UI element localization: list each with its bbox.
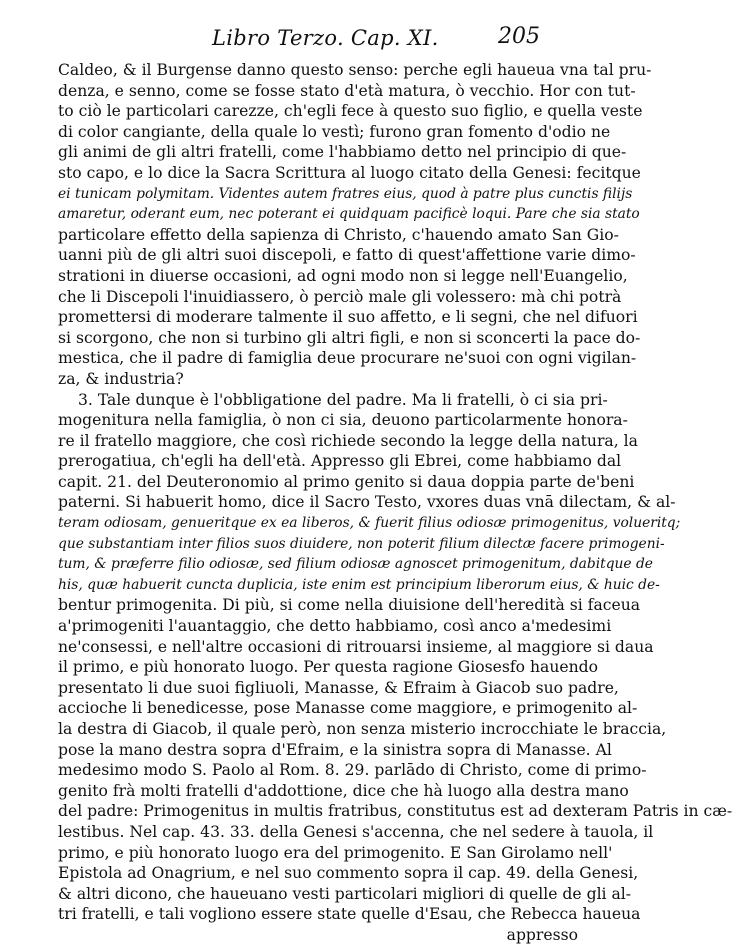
- text-line: teram odiosam, genueritque ex ea liberos, & fuerit filius odiosæ primogenitus, volueritq;: [58, 515, 681, 532]
- text-line: il primo, e più honorato luogo. Per questa ragione Giosesfo hauendo: [58, 658, 599, 677]
- text-line: ei tunicam polymitam. Videntes autem fratres eius, quod à patre plus cunctis filijs: [58, 185, 633, 202]
- text-line: strationi in diuerse occasioni, ad ogni modo non si legge nell'Euangelio,: [58, 266, 628, 285]
- body-text: [58, 60, 732, 946]
- text-line: di color cangiante, della quale lo vestì; furono gran fomento d'odio ne: [58, 122, 611, 141]
- text-line: pose la mano destra sopra d'Efraim, e la sinistra sopra di Manasse. Al: [58, 740, 612, 759]
- text-line: del padre: Primogenitus in multis fratribus, constitutus est ad dexteram Patris in cæ-: [58, 802, 732, 821]
- text-line: primo, e più honorato luogo era del primogenito. E San Girolamo nell': [58, 843, 613, 862]
- text-line: tum, & præferre filio odiosæ, sed filium odiosæ agnoscet primogenitum, dabitque de: [58, 556, 653, 573]
- text-line: to ciò le particolari carezze, ch'egli fece à questo suo figlio, e quella veste: [58, 102, 643, 121]
- text-line: za, & industria?: [58, 369, 184, 388]
- text-line: 3. Tale dunque è l'obbligatione del padre. Ma li fratelli, ò ci sia pri-: [78, 390, 608, 409]
- text-line: la destra di Giacob, il quale però, non senza misterio incrocchiate le braccia,: [58, 720, 667, 738]
- text-line: a'primogeniti l'auantaggio, che detto habbiamo, così anco a'medesimi: [58, 617, 612, 636]
- text-line: his, quæ habuerit cuncta duplicia, iste enim est principium liberorum eius, & huic de-: [58, 576, 660, 593]
- text-line: appresso: [506, 925, 578, 944]
- running-title: Libro Terzo. Cap. XI.: [212, 26, 439, 50]
- text-line: tri fratelli, e tali vogliono essere state quelle d'Esau, che Rebecca haueua: [58, 905, 641, 924]
- text-line: re il fratello maggiore, che così richiede secondo la legge della natura, la: [58, 431, 638, 450]
- text-line: sto capo, e lo dice la Sacra Scrittura al luogo citato della Genesi: fecitque: [58, 163, 641, 182]
- text-line: ne'consessi, e nell'altre occasioni di ritrouarsi insieme, al maggiore si daua: [58, 637, 654, 656]
- page-header: [0, 22, 644, 58]
- text-line: che li Discepoli l'inuidiassero, ò perciò male gli volessero: mà chi potrà: [58, 287, 622, 306]
- text-line: que substantiam inter filios suos diuidere, non poterit filium dilectæ facere primogeni-: [58, 535, 665, 552]
- text-line: accioche li benedicesse, pose Manasse come maggiore, e primogenito al-: [58, 699, 638, 718]
- text-line: paterni. Si habuerit homo, dice il Sacro Testo, vxores duas vnā dilectam, & al-: [58, 493, 676, 512]
- text-line: presentato li due suoi figliuoli, Manasse, & Efraim à Giacob suo padre,: [58, 678, 619, 697]
- text-line: mestica, che il padre di famiglia deue procurare ne'suoi con ogni vigilan-: [58, 349, 637, 368]
- text-line: denza, e senno, come se fosse stato d'età matura, ò vecchio. Hor con tut-: [58, 81, 636, 100]
- text-line: medesimo modo S. Paolo al Rom. 8. 29. parlādo di Christo, come di primo-: [58, 761, 647, 780]
- text-line: mogenitura nella famiglia, ò non ci sia, deuono particolarmente honora-: [58, 411, 628, 430]
- text-line: si scorgono, che non si turbino gli altri figli, e non si sconcerti la pace do-: [58, 328, 641, 347]
- text-line: capit. 21. del Deuteronomio al primo genito si daua doppia parte de'beni: [58, 472, 635, 491]
- text-line: gli animi de gli altri fratelli, come l'habbiamo detto nel principio di que-: [58, 143, 627, 162]
- text-line: genito frà molti fratelli d'addottione, dice che hà luogo alla destra mano: [58, 781, 629, 800]
- text-line: prerogatiua, ch'egli ha dell'età. Appresso gli Ebrei, come habbiamo dal: [58, 452, 622, 471]
- text-line: Caldeo, & il Burgense danno questo senso: perche egli haueua vna tal pru-: [58, 61, 652, 79]
- text-line: & altri dicono, che haueuano vesti particolari migliori di quelle de gli al-: [58, 884, 632, 903]
- text-line: amaretur, oderant eum, nec poterant ei quidquam pacificè loqui. Pare che sia stato: [58, 206, 640, 223]
- text-line: lestibus. Nel cap. 43. 33. della Genesi s'accenna, che nel sedere à tauola, il: [58, 822, 654, 841]
- text-line: promettersi di moderare talmente il suo affetto, e li segni, che nel difuori: [58, 308, 638, 327]
- page-number: 205: [498, 24, 540, 49]
- text-line: Epistola ad Onagrium, e nel suo commento sopra il cap. 49. della Genesi,: [58, 864, 639, 883]
- text-line: particolare effetto della sapienza di Christo, c'hauendo amato San Gio-: [58, 225, 619, 244]
- text-line: uanni più de gli altri suoi discepoli, e fatto di quest'affettione varie dimo-: [58, 246, 636, 265]
- text-line: bentur primogenita. Di più, si come nella diuisione dell'heredità si faceua: [58, 596, 641, 615]
